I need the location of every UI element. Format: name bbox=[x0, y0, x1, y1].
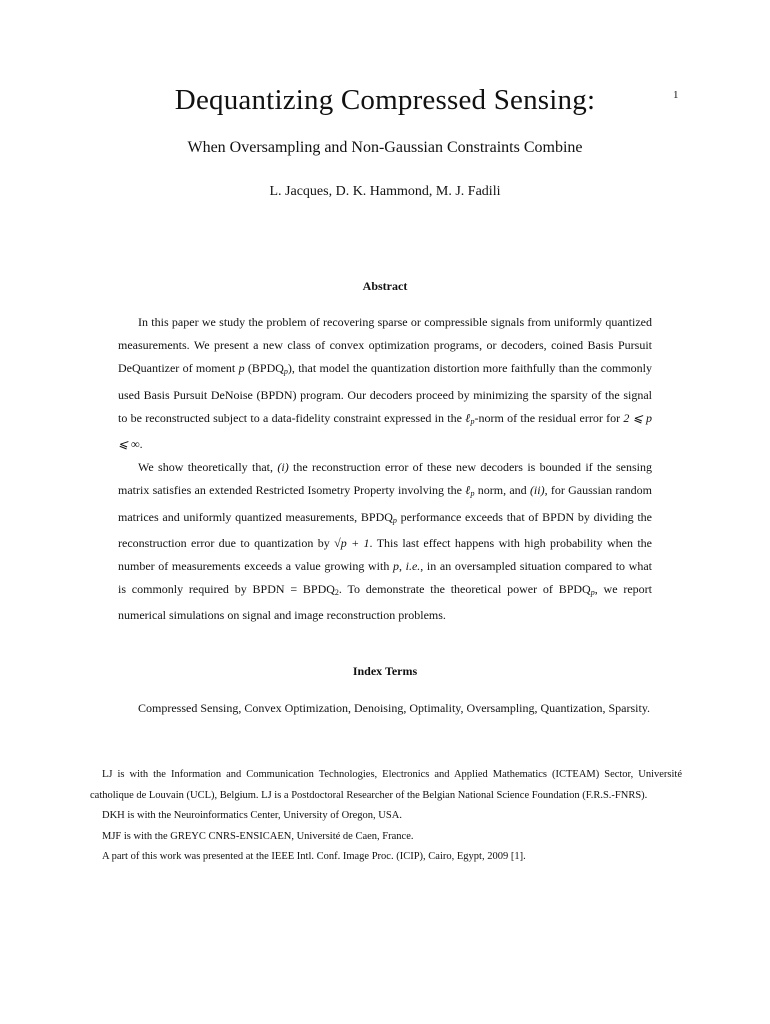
sqrt-expression: √p + 1 bbox=[334, 535, 370, 550]
abstract-paragraph-2: We show theoretically that, (i) the reconstruction error of these new decoders is bounded if the sensing matrix satisfies an extended Restricted Isometry Property involving the ℓ$_p$ norm, and (ii), for Gaussian random matrices and uniformly quantized measurements, $BPDQ_p$ performance exceeds that of BPDN by dividing the reconstruction error due to quantization by √p + 1. This last effect happens with high probability when the number of measurements exceeds a value growing with p, i.e., in an oversampled situation compared to what is commonly required by BPDN = BPDQ2. To demonstrate the theoretical power of $BPDQ_p$, we report numerical simulations on signal and image reconstruction problems. bbox=[118, 460, 653, 623]
footnote-affiliation-dkh: DKH is with the Neuroinformatics Center, University of Oregon, USA. bbox=[102, 810, 402, 821]
paper-title: Dequantizing Compressed Sensing: bbox=[174, 84, 596, 116]
paper-subtitle: When Oversampling and Non-Gaussian Constraints Combine bbox=[187, 139, 583, 156]
footnote-affiliation-lj: LJ is with the Information and Communication Technologies, Electronics and Applied Mathematics (ICTEAM) Sector, Université catholique de Louvain (UCL), Belgium. LJ is a Postdoctoral Researcher of the Belgian National Science Foundation (F.R.S.-FNRS). bbox=[90, 769, 682, 801]
index-terms-text: Compressed Sensing, Convex Optimization, Denoising, Optimality, Oversampling, Quantization, Sparsity. bbox=[138, 701, 651, 715]
page-number: 1 bbox=[673, 89, 679, 101]
footnotes bbox=[90, 765, 682, 868]
abstract-body bbox=[118, 311, 652, 628]
index-terms-body bbox=[118, 697, 652, 720]
abstract-paragraph-1: In this paper we study the problem of recovering sparse or compressible signals from uniformly quantized measurements. We present a new class of convex optimization programs, or decoders, coined Basis Pursuit DeQuantizer of moment p $(BPDQ_p)$, that model the quantization distortion more faithfully than the commonly used Basis Pursuit DeNoise (BPDN) program. Our decoders proceed by minimizing the sparsity of the signal to be reconstructed subject to a data-fidelity constraint expressed in the ℓ$_p$-norm of the residual error for 2 ⩽ p ⩽ ∞. bbox=[118, 315, 653, 452]
paper-authors: L. Jacques, D. K. Hammond, M. J. Fadili bbox=[269, 184, 501, 199]
footnote-affiliation-mjf: MJF is with the GREYC CNRS-ENSICAEN, Université de Caen, France. bbox=[102, 830, 414, 842]
abstract-heading: Abstract bbox=[362, 279, 408, 293]
index-terms-heading: Index Terms bbox=[352, 664, 418, 678]
footnote-conference-note: A part of this work was presented at the IEEE Intl. Conf. Image Proc. (ICIP), Cairo, Egypt, 2009 [1]. bbox=[102, 851, 526, 862]
